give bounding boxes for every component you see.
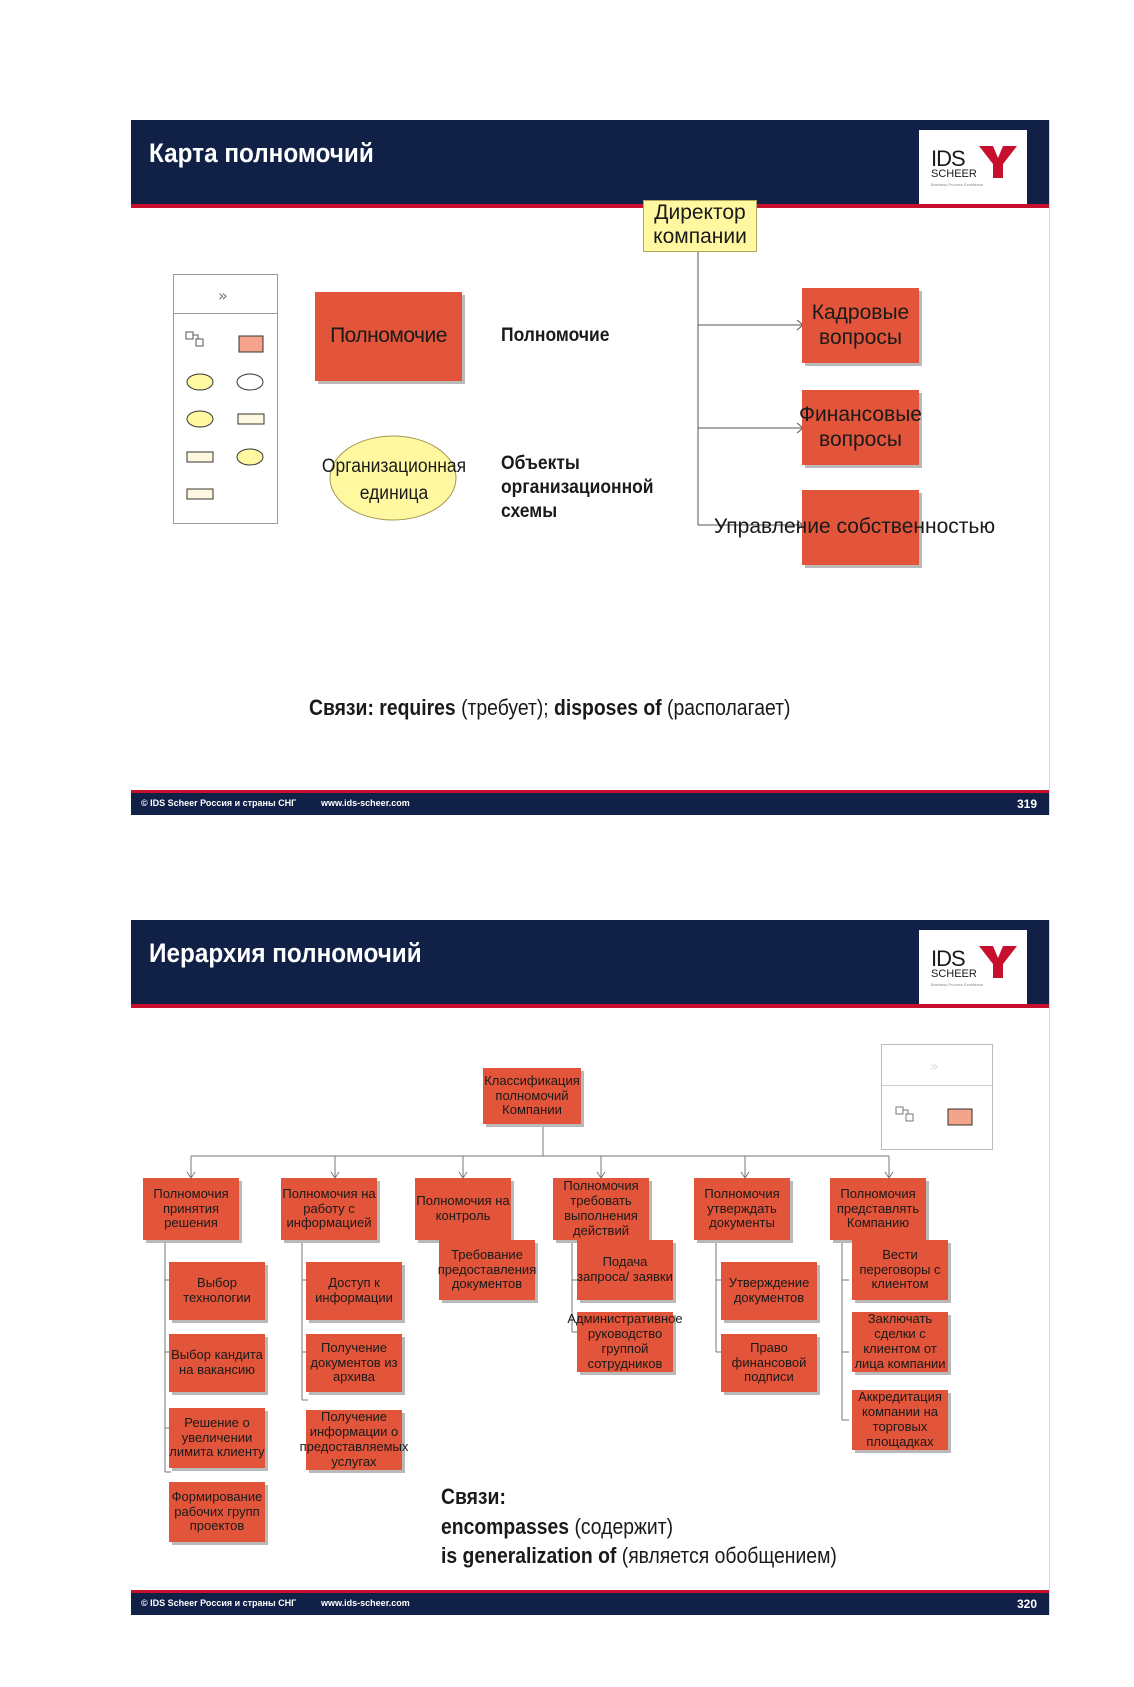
item-services-info: Получение информации о предоставляемых услугах [299,1409,409,1469]
links-line [309,695,790,721]
head-approve: Полномочия утверждать документы [694,1178,790,1240]
slide-footer [131,793,1049,815]
head-decisions: Полномочия принятия решения [143,1178,239,1240]
logo-brand: IDS [931,146,965,171]
head-actions: Полномочия требовать выполнения действий [553,1178,649,1240]
head-information: Полномочия на работу с информацией [281,1178,377,1240]
item-accreditation: Аккредитация компании на торговых площадках [852,1390,948,1450]
item-candidate-choice: Выбор кандита на вакансию [169,1334,265,1392]
legend-power-box: Полномочие [315,292,462,381]
links-label: Связи: [441,1484,506,1509]
link-generalization-ru: (является обобщением) [621,1543,837,1569]
slide-320 [131,920,1050,1615]
link-requires-ru: (требует); [461,695,549,720]
page-number: 320 [1016,1597,1037,1611]
link-requires: requires [379,695,456,720]
item-info-access: Доступ к информации [306,1262,402,1320]
item-request-submit: Подача запроса/ заявки [577,1240,673,1300]
item-docs-request: Требование предоставления документов [439,1240,535,1300]
logo-tagline: Business Process Excellence [931,982,984,987]
logo-tagline: Business Process Excellence [931,182,984,187]
footer-url: www.ids-scheer.com [321,798,410,808]
power-property [713,490,996,565]
item-doc-approval: Утверждение документов [721,1262,817,1320]
logo-sub: SCHEER [931,968,977,980]
legend-org-label: Организационная единица [321,456,467,504]
slide-title: Иерархия полномочий [149,938,422,968]
item-tech-choice: Выбор технологии [169,1262,265,1320]
link-encompasses-ru: (содержит) [574,1513,674,1539]
link-disposes: disposes of [554,695,662,720]
power-hr: Кадровые вопросы [802,288,919,363]
director-box: Директор компании [643,200,757,252]
slide-footer [131,1593,1049,1615]
legend-power-desc: Полномочие [501,325,610,346]
logo-brand: IDS [931,946,965,971]
item-deals: Заключать сделки с клиентом от лица компании [852,1312,948,1372]
legend-org-desc: Объекты организационной схемы [501,453,654,522]
head-control: Полномочия на контроль [415,1178,511,1240]
item-limit-increase: Решение о увеличении лимита клиенту [169,1408,265,1468]
head-represent: Полномочия представлять Компанию [830,1178,926,1240]
links-label: Связи: [309,695,374,720]
footer-url: www.ids-scheer.com [321,1598,410,1608]
item-negotiations: Вести переговоры с клиентом [852,1240,948,1300]
svg-text:»: » [930,1059,939,1075]
item-project-groups: Формирование рабочих групп проектов [169,1482,265,1542]
slide-319 [131,120,1050,815]
link-encompasses: encompasses [441,1513,570,1539]
page-number: 319 [1016,797,1037,811]
link-generalization: is generalization of [441,1543,617,1569]
power-finance: Финансовые вопросы [802,390,919,465]
logo-sub: SCHEER [931,168,977,180]
svg-text:»: » [218,286,228,305]
item-signature-right: Право финансовой подписи [721,1334,817,1392]
slide-title: Карта полномочий [149,138,374,168]
link-disposes-ru: (располагает) [667,695,791,720]
root-classification: Классификация полномочий Компании [483,1068,581,1124]
footer-copyright: © IDS Scheer Россия и страны СНГ [141,798,297,808]
power-property-label: Управление собственностью [713,515,996,539]
footer-copyright: © IDS Scheer Россия и страны СНГ [141,1598,297,1608]
item-admin-management: Административное руководство группой сотрудников [567,1311,683,1371]
links-block [441,1482,837,1571]
item-archive-docs: Получение документов из архива [306,1334,402,1392]
